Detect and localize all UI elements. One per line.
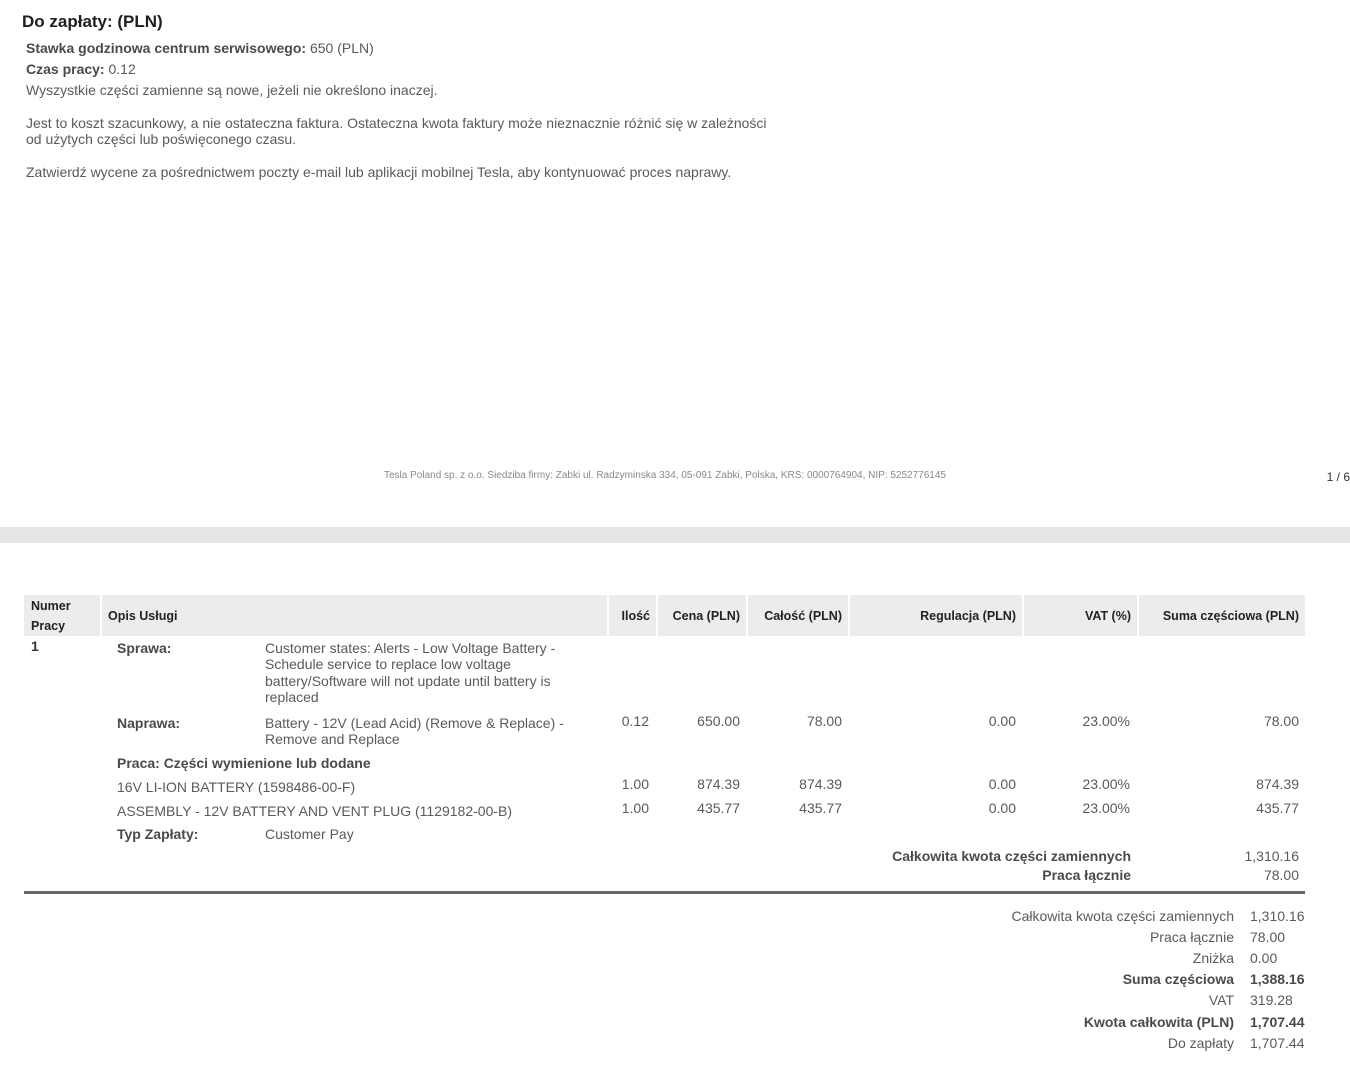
part-vat: 23.00%	[1082, 776, 1130, 792]
header-job-number-2: Pracy	[31, 619, 66, 633]
concern-line: Schedule service to replace low voltage	[265, 656, 511, 672]
part-qty: 1.00	[621, 800, 649, 816]
part-price: 435.77	[697, 800, 740, 816]
header-subtotal: Suma częściowa (PLN)	[1162, 609, 1299, 623]
estimate-note-line-2: od użytych części lub poświęconego czasu.	[26, 131, 297, 147]
pay-type-value: Customer Pay	[265, 826, 354, 842]
table-divider	[24, 891, 1305, 894]
part-total: 435.77	[799, 800, 842, 816]
summary-value: 1,310.16	[1250, 908, 1305, 924]
header-description: Opis Usługi	[108, 609, 178, 623]
company-footer: Tesla Poland sp. z o.o. Siedziba firmy: Zabki ul. Radzyminska 334, 05-091 Zabki, Polska, KRS: 0000764904, NIP: 5252776145	[384, 470, 946, 481]
hourly-rate-line	[26, 40, 374, 56]
correction-label: Naprawa:	[117, 715, 181, 731]
summary-label: Praca łącznie	[1149, 929, 1234, 945]
labor-time-value: 0.12	[108, 61, 136, 77]
summary-label: Do zapłaty	[1167, 1035, 1234, 1051]
hourly-rate-label: Stawka godzinowa centrum serwisowego:	[26, 40, 307, 56]
part-adjustment: 0.00	[988, 776, 1016, 792]
job-parts-total-value: 1,310.16	[1244, 848, 1299, 864]
page-separator	[0, 527, 1350, 543]
header-quantity: Ilość	[621, 609, 650, 623]
summary-value: 1,388.16	[1250, 971, 1305, 987]
summary-label: Suma częściowa	[1122, 971, 1234, 987]
concern-line: replaced	[265, 689, 319, 705]
labor-time-label: Czas pracy:	[26, 61, 105, 77]
header-cell-bg	[102, 595, 607, 636]
summary-label: Kwota całkowita (PLN)	[1083, 1014, 1234, 1030]
labor-adjustment: 0.00	[988, 713, 1016, 729]
summary-label: VAT	[1208, 992, 1234, 1008]
concern-label: Sprawa:	[117, 640, 172, 656]
job-number: 1	[31, 638, 39, 654]
part-name: 16V LI-ION BATTERY (1598486-00-F)	[117, 779, 356, 795]
approve-note: Zatwierdź wycene za pośrednictwem poczty e-mail lub aplikacji mobilnej Tesla, aby kontynuować proces naprawy.	[26, 164, 732, 180]
estimate-page-1	[0, 0, 1350, 527]
summary-label: Całkowita kwota części zamiennych	[1011, 908, 1234, 924]
labor-vat: 23.00%	[1082, 713, 1130, 729]
part-qty: 1.00	[621, 776, 649, 792]
header-job-number-1: Numer	[31, 599, 71, 613]
header-adjustment: Regulacja (PLN)	[920, 609, 1016, 623]
correction-line: Battery - 12V (Lead Acid) (Remove & Replace) -	[265, 715, 564, 731]
concern-line: battery/Software will not update until battery is	[265, 673, 551, 689]
estimate-note-line-1: Jest to koszt szacunkowy, a nie ostateczna faktura. Ostateczna kwota faktury może nieznacznie różnić się w zależności	[26, 115, 767, 131]
job-parts-total-label: Całkowita kwota części zamiennych	[892, 848, 1131, 864]
hourly-rate-value: 650 (PLN)	[309, 40, 374, 56]
job-labor-total-value: 78.00	[1263, 867, 1299, 883]
header-total: Całość (PLN)	[764, 609, 842, 623]
page-number: 1 / 6	[1326, 470, 1350, 484]
header-price: Cena (PLN)	[672, 609, 740, 623]
amount-due-title: Do zapłaty: (PLN)	[22, 12, 163, 31]
summary-value: 1,707.44	[1250, 1014, 1305, 1030]
pay-type-label: Typ Zapłaty:	[117, 826, 199, 842]
part-subtotal: 435.77	[1256, 800, 1299, 816]
concern-line: Customer states: Alerts - Low Voltage Battery -	[265, 640, 556, 656]
part-name: ASSEMBLY - 12V BATTERY AND VENT PLUG (1129182-00-B)	[117, 803, 513, 819]
labor-qty: 0.12	[621, 713, 649, 729]
labor-price: 650.00	[697, 713, 740, 729]
summary-value: 319.28	[1250, 992, 1293, 1008]
part-subtotal: 874.39	[1256, 776, 1299, 792]
header-vat: VAT (%)	[1084, 609, 1131, 623]
summary-value: 1,707.44	[1250, 1035, 1305, 1051]
part-adjustment: 0.00	[988, 800, 1016, 816]
part-price: 874.39	[697, 776, 740, 792]
labor-time-line	[26, 61, 136, 77]
job-labor-total-label: Praca łącznie	[1042, 867, 1131, 883]
part-vat: 23.00%	[1082, 800, 1130, 816]
part-total: 874.39	[799, 776, 842, 792]
summary-value: 78.00	[1250, 929, 1286, 945]
summary-label: Zniżka	[1192, 950, 1234, 966]
labor-subtotal: 78.00	[1263, 713, 1299, 729]
parts-note: Wyszystkie części zamienne są nowe, jeżeli nie określono inaczej.	[26, 82, 438, 98]
labor-total: 78.00	[806, 713, 842, 729]
parts-heading: Praca: Części wymienione lub dodane	[117, 755, 371, 771]
correction-line: Remove and Replace	[265, 731, 400, 747]
summary-value: 0.00	[1250, 950, 1278, 966]
